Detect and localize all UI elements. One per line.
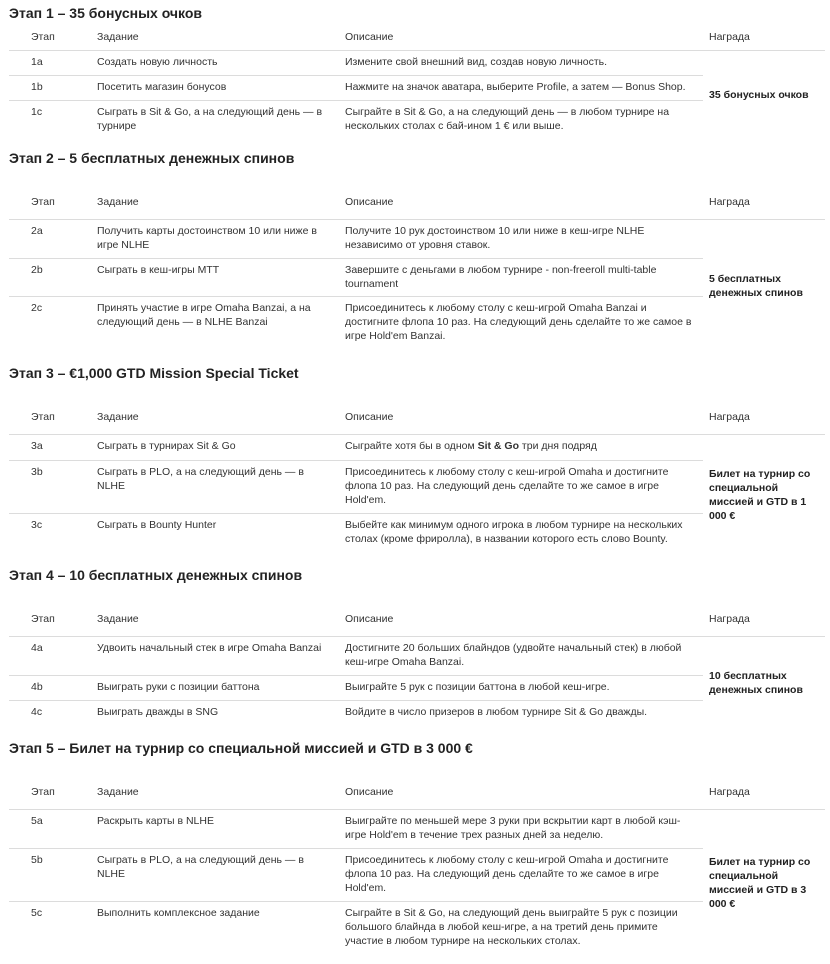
table-row	[9, 809, 825, 848]
table-header-row	[9, 185, 825, 219]
header-description: Описание	[337, 24, 703, 50]
row-id: 5a	[9, 809, 89, 848]
table-row	[9, 434, 825, 460]
stage-2-section	[9, 149, 825, 342]
row-description: Присоединитесь к любому столу с кеш-игрой Omaha и достигните флопа 10 раз. На следующий день сделайте то же самое в игре Hold'em.	[337, 460, 703, 513]
row-description: Войдите в число призеров в любом турнире Sit & Go дважды.	[345, 705, 648, 718]
header-description: Описание	[337, 400, 703, 434]
stage-reward: 35 бонусных очков	[709, 89, 809, 102]
row-id: 2b	[9, 258, 89, 296]
row-id: 3b	[9, 460, 89, 513]
header-stage: Этап	[9, 775, 89, 809]
stage-reward: Билет на турнир со специальной миссией и GTD в 3 000 €	[709, 856, 811, 911]
header-task: Задание	[89, 775, 337, 809]
row-id: 2c	[31, 301, 43, 314]
stage-5-table	[9, 775, 825, 953]
header-stage: Этап	[9, 602, 89, 636]
row-description: Выиграйте 5 рук с позиции баттона в любой кеш-игре.	[337, 675, 703, 700]
table-row	[9, 700, 825, 726]
table-row	[9, 636, 825, 675]
row-task: Сыграть в PLO, а на следующий день — в NLHE	[89, 460, 337, 513]
table-row	[9, 50, 825, 75]
header-description: Описание	[337, 775, 703, 809]
row-description: Получите 10 рук достоинством 10 или ниже в кеш-игре NLHE независимо от уровня ставок.	[337, 219, 703, 258]
row-id: 4b	[9, 675, 89, 700]
header-task: Задание	[89, 400, 337, 434]
row-id: 1a	[9, 50, 89, 75]
header-reward: Награда	[703, 185, 825, 219]
stage-1-title: Этап 1 – 35 бонусных очков	[9, 5, 203, 21]
header-task: Задание	[89, 185, 337, 219]
header-reward: Награда	[703, 602, 825, 636]
row-id: 3a	[9, 434, 89, 460]
table-row	[9, 901, 825, 953]
row-description: Завершите с деньгами в любом турнире - non-freeroll multi-table tournament	[337, 258, 703, 296]
row-task: Принять участие в игре Omaha Banzai, а на следующий день — в NLHE Banzai	[97, 301, 311, 328]
table-row	[9, 848, 825, 901]
stage-5-section	[9, 739, 825, 947]
header-reward: Награда	[703, 400, 825, 434]
row-description	[337, 434, 703, 460]
stage-2-title: Этап 2 – 5 бесплатных денежных спинов	[9, 150, 295, 166]
row-description: Присоединитесь к любому столу с кеш-игрой Omaha и достигните флопа 10 раз. На следующий день сделайте то же самое в игре Hold'em.	[337, 848, 703, 901]
row-description: Сыграйте в Sit & Go, на следующий день выиграйте 5 рук с позиции большого блайнда в любой кеш-игре, а на третий день примите участие в любом турнире на нескольких столах.	[345, 906, 678, 947]
row-task: Выиграть дважды в SNG	[97, 705, 219, 718]
table-row	[9, 675, 825, 700]
row-id: 3c	[31, 518, 43, 531]
row-task: Сыграть в Bounty Hunter	[97, 518, 217, 531]
header-reward: Награда	[703, 775, 825, 809]
description-emphasis: Sit & Go	[477, 439, 520, 452]
row-task: Создать новую личность	[89, 50, 337, 75]
row-description: Сыграйте в Sit & Go, а на следующий день — в любом турнире на нескольких столах с бай-ином 1 € или выше.	[345, 105, 670, 132]
header-stage: Этап	[9, 185, 89, 219]
header-stage: Этап	[9, 400, 89, 434]
stage-3-section	[9, 364, 825, 545]
table-header-row	[9, 400, 825, 434]
stage-reward: Билет на турнир со специальной миссией и GTD в 1 000 €	[709, 467, 811, 522]
row-description: Измените свой внешний вид, создав новую личность.	[337, 50, 703, 75]
header-reward: Награда	[703, 24, 825, 50]
stage-4-title: Этап 4 – 10 бесплатных денежных спинов	[9, 567, 303, 583]
row-id: 5c	[31, 906, 43, 919]
row-description: Присоединитесь к любому столу с кеш-игрой Omaha Banzai и достигните флопа 10 раз. На следующий день сделайте то же самое в игре Hold'em Banzai.	[345, 301, 692, 342]
row-task: Посетить магазин бонусов	[89, 75, 337, 100]
row-description: Выиграйте по меньшей мере 3 руки при вскрытии карт в любой кэш-игре Hold'em в течение трех разных дней за неделю.	[337, 809, 703, 848]
row-id: 1c	[31, 105, 43, 118]
row-task: Получить карты достоинством 10 или ниже в игре NLHE	[89, 219, 337, 258]
table-row	[9, 513, 825, 551]
stage-2-table	[9, 185, 825, 348]
header-task: Задание	[89, 602, 337, 636]
row-id: 2a	[9, 219, 89, 258]
stage-3-table	[9, 400, 825, 551]
row-task: Сыграть в турнирах Sit & Go	[89, 434, 337, 460]
table-header-row	[9, 24, 825, 50]
table-row	[9, 219, 825, 258]
table-row	[9, 100, 825, 136]
stage-3-title: Этап 3 – €1,000 GTD Mission Special Ticket	[9, 365, 299, 381]
description-text: три дня подряд	[519, 439, 597, 452]
table-header-row	[9, 602, 825, 636]
row-description: Нажмите на значок аватара, выберите Profile, а затем — Bonus Shop.	[337, 75, 703, 100]
header-task: Задание	[89, 24, 337, 50]
row-task: Удвоить начальный стек в игре Omaha Banzai	[89, 636, 337, 675]
stage-1-table	[9, 24, 825, 136]
row-description: Достигните 20 больших блайндов (удвойте начальный стек) в любой кеш-игре Omaha Banzai.	[337, 636, 703, 675]
row-id: 4a	[9, 636, 89, 675]
stage-1-section	[9, 4, 825, 132]
stage-4-section	[9, 566, 825, 718]
row-task: Сыграть в PLO, а на следующий день — в NLHE	[89, 848, 337, 901]
row-task: Выиграть руки с позиции баттона	[89, 675, 337, 700]
row-id: 4c	[31, 705, 43, 718]
header-stage: Этап	[9, 24, 89, 50]
table-row	[9, 460, 825, 513]
row-task: Сыграть в Sit & Go, а на следующий день — в турнире	[97, 105, 323, 132]
stage-reward: 5 бесплатных денежных спинов	[709, 272, 803, 299]
description-text: Сыграйте хотя бы в одном	[345, 439, 478, 452]
row-task: Сыграть в кеш-игры MTT	[89, 258, 337, 296]
table-header-row	[9, 775, 825, 809]
stage-reward: 10 бесплатных денежных спинов	[709, 670, 803, 697]
header-description: Описание	[337, 185, 703, 219]
stage-5-title: Этап 5 – Билет на турнир со специальной миссией и GTD в 3 000 €	[9, 740, 473, 756]
table-row	[9, 296, 825, 348]
row-task: Раскрыть карты в NLHE	[89, 809, 337, 848]
stage-4-table	[9, 602, 825, 726]
row-description: Выбейте как минимум одного игрока в любом турнире на нескольких столах (кроме фриролла), в названии которого есть слово Bounty.	[345, 518, 683, 545]
row-id: 5b	[9, 848, 89, 901]
table-row	[9, 258, 825, 296]
row-task: Выполнить комплексное задание	[97, 906, 260, 919]
row-id: 1b	[9, 75, 89, 100]
header-description: Описание	[337, 602, 703, 636]
table-row	[9, 75, 825, 100]
